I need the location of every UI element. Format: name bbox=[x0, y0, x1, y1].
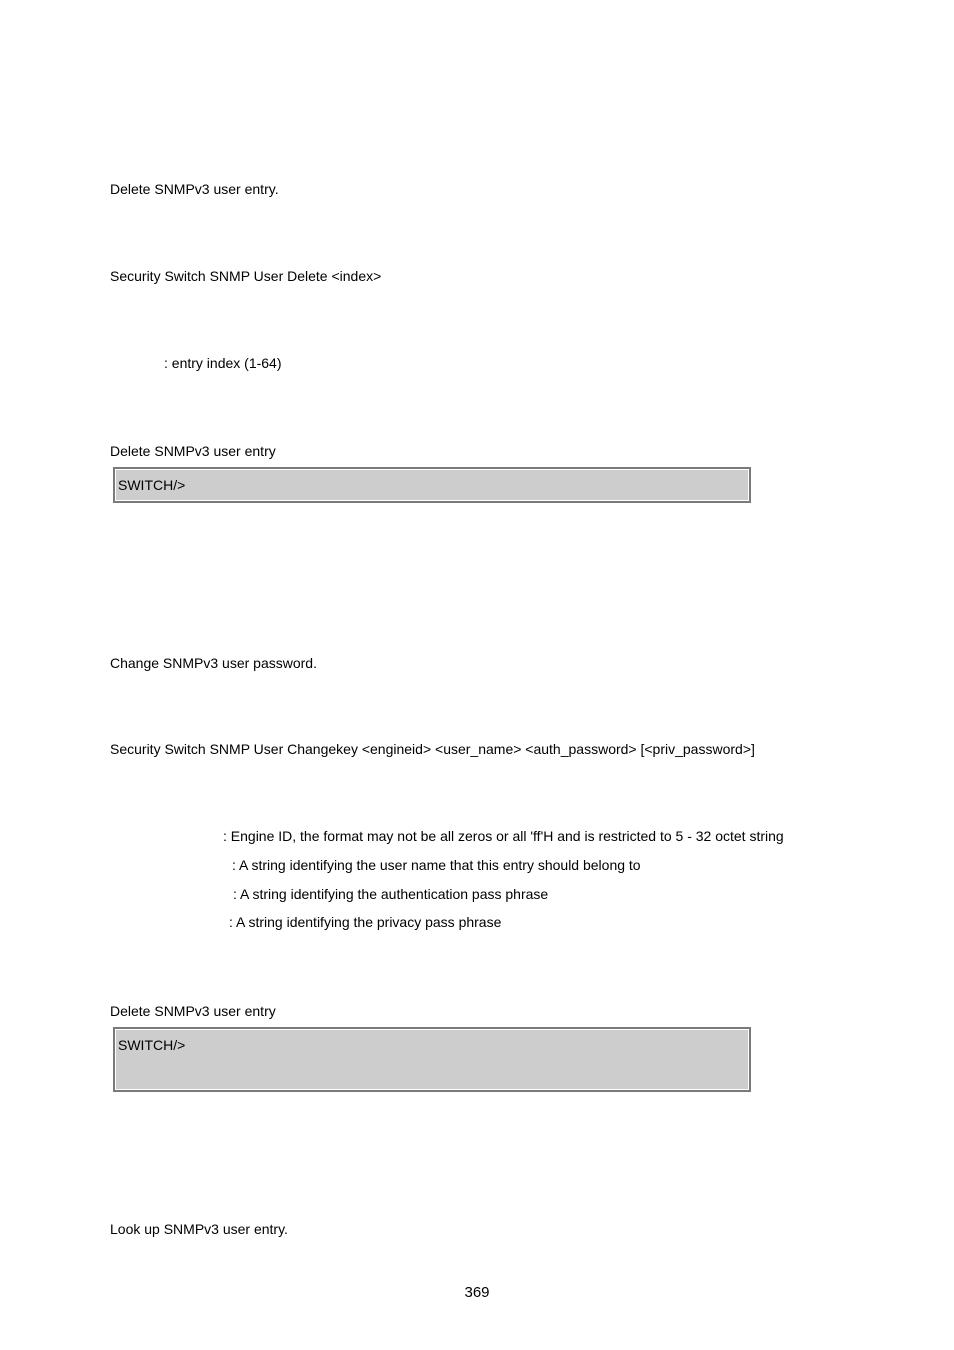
parameter-text: : Engine ID, the format may not be all zeros or all 'ff'H and is restricted to 5 - 32 octet string bbox=[223, 828, 784, 844]
example-label: Delete SNMPv3 user entry bbox=[110, 443, 276, 459]
code-line: SWITCH/> bbox=[118, 477, 186, 493]
code-line: SWITCH/> bbox=[118, 1037, 186, 1053]
parameter-text: : A string identifying the privacy pass phrase bbox=[229, 914, 502, 930]
page-number: 369 bbox=[464, 1284, 490, 1301]
example-code-box bbox=[113, 1027, 751, 1092]
description-text: Look up SNMPv3 user entry. bbox=[110, 1221, 288, 1237]
parameter-text: : entry index (1-64) bbox=[164, 355, 282, 371]
example-label: Delete SNMPv3 user entry bbox=[110, 1003, 276, 1019]
parameter-text: : A string identifying the user name that this entry should belong to bbox=[232, 857, 641, 873]
syntax-text: Security Switch SNMP User Changekey <engineid> <user_name> <auth_password> [<priv_password>] bbox=[110, 741, 755, 757]
parameter-text: : A string identifying the authentication pass phrase bbox=[233, 886, 549, 902]
description-text: Delete SNMPv3 user entry. bbox=[110, 181, 279, 197]
syntax-text: Security Switch SNMP User Delete <index> bbox=[110, 268, 382, 284]
example-code-box bbox=[113, 467, 751, 503]
description-text: Change SNMPv3 user password. bbox=[110, 655, 317, 671]
